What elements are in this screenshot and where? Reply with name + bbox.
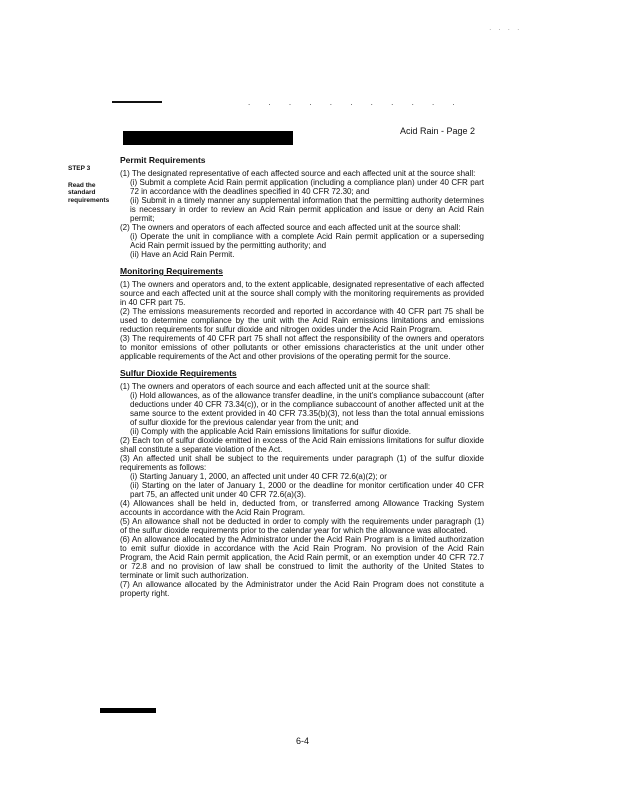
- paragraph: (i) Starting January 1, 2000, an affected unit under 40 CFR 72.6(a)(2); or: [130, 472, 387, 481]
- paragraph: (4) Allowances shall be held in, deducted from, or transferred among Allowance Tracking System accounts in accordance with the Acid Rain Program.: [120, 499, 484, 517]
- section-heading-monitoring: Monitoring Requirements: [120, 266, 223, 276]
- paragraph: (2) The owners and operators of each affected source and each affected unit at the source shall:: [120, 223, 461, 232]
- paragraph: (ii) Comply with the applicable Acid Rain emissions limitations for sulfur dioxide.: [130, 427, 412, 436]
- paragraph: (1) The owners and operators of each source and each affected unit at the source shall:: [120, 382, 431, 391]
- corner-marks: . . . .: [489, 26, 522, 32]
- redaction-bar: [123, 131, 293, 145]
- paragraph: (5) An allowance shall not be deducted in order to comply with the requirements under paragraph (1) of the sulfur dioxide requirements prior to the calendar year for which the allowance was allocated.: [120, 517, 484, 535]
- paragraph: (3) The requirements of 40 CFR part 75 shall not affect the responsibility of the owners and operators to monitor emissions of other pollutants or other emissions characteristics at the unit under other applicable requirements of the Act and other provisions of the operating permit for the source.: [120, 334, 484, 361]
- header-rule: [112, 101, 162, 103]
- paragraph: (7) An allowance allocated by the Administrator under the Acid Rain Program does not constitute a property right.: [120, 580, 484, 598]
- paragraph: (i) Submit a complete Acid Rain permit application (including a compliance plan) under 40 CFR part 72 in accordance with the deadlines specified in 40 CFR 72.30; and: [130, 178, 484, 196]
- step-note: Read the standard requirements: [68, 181, 110, 204]
- scan-dots: . . . . . . . . . . .: [248, 98, 463, 107]
- sidebar: [68, 165, 120, 204]
- paragraph: (ii) Have an Acid Rain Permit.: [130, 250, 235, 259]
- paragraph: (i) Hold allowances, as of the allowance transfer deadline, in the unit's compliance subaccount (after deductions under 40 CFR 73.34(c)), or in the compliance subaccount of another affected unit at the same source to the extent provided in 40 CFR 73.35(b)(3), not less than the total annual emissions of sulfur dioxide for the previous calendar year from the unit; and: [130, 391, 484, 427]
- paragraph: (2) The emissions measurements recorded and reported in accordance with 40 CFR part 75 shall be used to determine compliance by the unit with the Acid Rain emissions limitations and emissions reduction requirements for sulfur dioxide and nitrogen oxides under the Acid Rain Program.: [120, 307, 484, 334]
- section-heading-sulfur: Sulfur Dioxide Requirements: [120, 368, 237, 378]
- page-number: 6-4: [296, 736, 310, 746]
- paragraph: (i) Operate the unit in compliance with a complete Acid Rain permit application or a superseding Acid Rain permit issued by the permitting authority; and: [130, 232, 484, 250]
- paragraph: (1) The designated representative of each affected source and each affected unit at the source shall:: [120, 169, 476, 178]
- paragraph: (ii) Submit in a timely manner any supplemental information that the permitting authority determines is necessary in order to review an Acid Rain permit application and issue or deny an Acid Rain permit;: [130, 196, 484, 223]
- paragraph: (2) Each ton of sulfur dioxide emitted in excess of the Acid Rain emissions limitations for sulfur dioxide shall constitute a separate violation of the Act.: [120, 436, 484, 454]
- paragraph: (1) The owners and operators and, to the extent applicable, designated representative of each affected source and each affected unit at the source shall comply with the monitoring requirements as provided in 40 CFR part 75.: [120, 280, 484, 307]
- paragraph: (6) An allowance allocated by the Administrator under the Acid Rain Program is a limited authorization to emit sulfur dioxide in accordance with the Acid Rain Program. No provision of the Acid Rain Program, the Acid Rain permit application, the Acid Rain permit, or an exemption under 40 CFR 72.7 or 72.8 and no provision of law shall be construed to limit the authority of the United States to terminate or limit such authorization.: [120, 535, 484, 580]
- page-title: Acid Rain - Page 2: [400, 126, 476, 136]
- document-body: [120, 156, 484, 598]
- section-heading-permit: Permit Requirements: [120, 155, 206, 165]
- paragraph: (3) An affected unit shall be subject to the requirements under paragraph (1) of the sulfur dioxide requirements as follows:: [120, 454, 484, 472]
- footer-rule: [100, 708, 156, 713]
- paragraph: (ii) Starting on the later of January 1, 2000 or the deadline for monitor certification under 40 CFR part 75, an affected unit under 40 CFR 72.6(a)(3).: [130, 481, 484, 499]
- step-label: STEP 3: [68, 165, 91, 172]
